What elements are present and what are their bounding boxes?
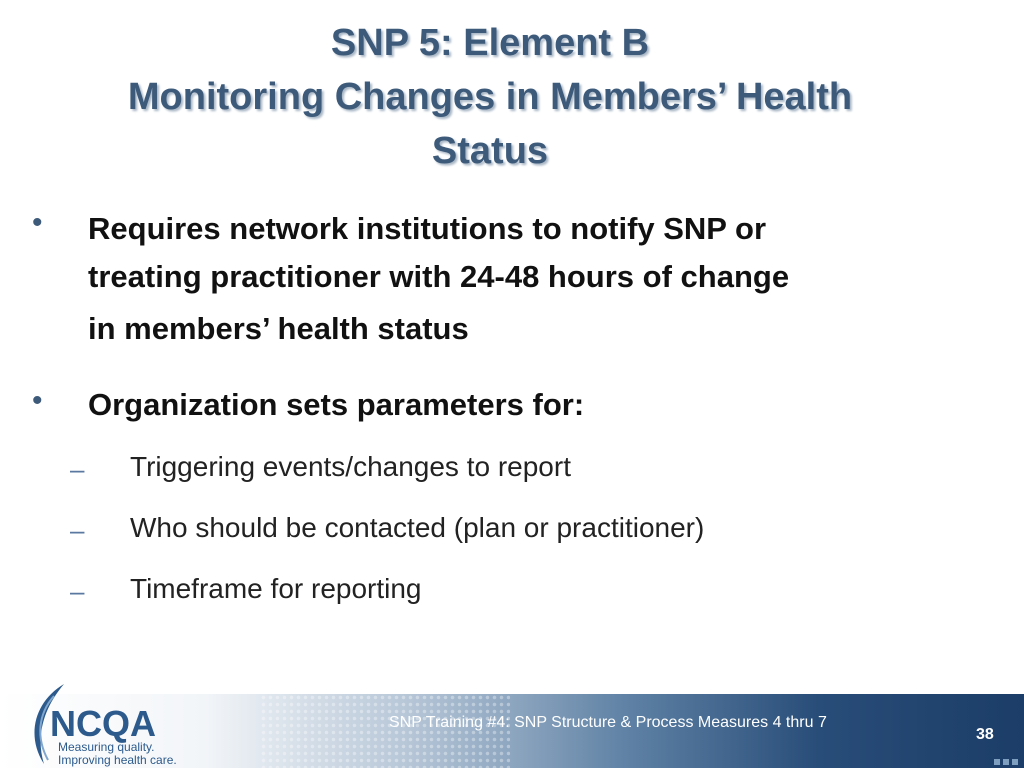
sub-bullet-dash: – [70, 515, 85, 545]
sub-bullet-3: Timeframe for reporting [130, 573, 422, 604]
bullet-1-line-2: treating practitioner with 24-48 hours of change [88, 259, 790, 294]
sub-bullet-dash: – [70, 576, 85, 606]
slide-number: 38 [976, 726, 994, 743]
slide-title-line-3: Status [431, 130, 549, 172]
slide-title-line-1: SNP 5: Element B [330, 22, 650, 64]
sub-bullet-2: Who should be contacted (plan or practitioner) [130, 512, 705, 543]
sub-bullet-dash: – [70, 454, 85, 484]
bullet-1-line-1: Requires network institutions to notify SNP or [88, 211, 767, 246]
logo-tagline-1: Measuring quality. [58, 740, 155, 754]
ncqa-logo [24, 676, 204, 768]
logo-tagline-2: Improving health care. [58, 753, 177, 767]
logo-wordmark: NCQA [50, 703, 156, 744]
footer-caption: SNP Training #4: SNP Structure & Process Measures 4 thru 7 [389, 714, 827, 731]
bullet-marker: • [32, 206, 43, 239]
sub-bullet-1: Triggering events/changes to report [130, 451, 571, 482]
bullet-2-line-1: Organization sets parameters for: [88, 387, 585, 422]
slide-title-line-2: Monitoring Changes in Members’ Health [127, 76, 853, 118]
bullet-marker: • [32, 384, 43, 417]
bullet-1-line-3: in members’ health status [88, 311, 469, 346]
footer-squares-decoration [994, 752, 1022, 760]
